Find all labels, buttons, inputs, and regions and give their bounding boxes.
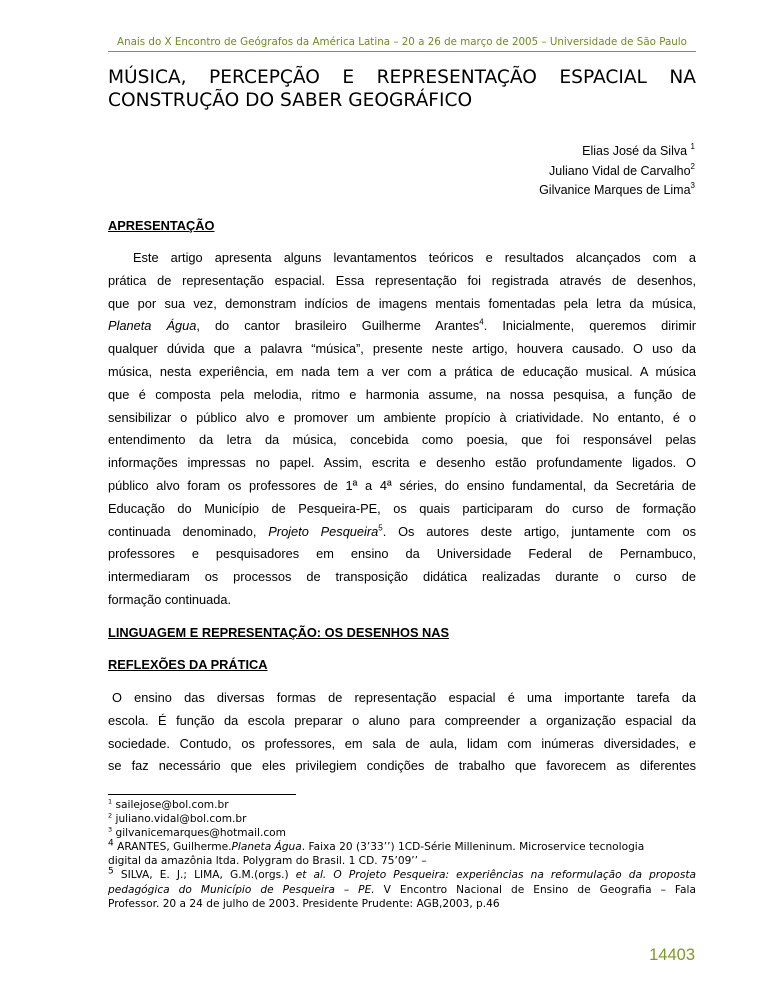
footnote-number: 3 <box>108 825 113 834</box>
song-title: Planeta Água <box>108 318 197 334</box>
text-line: entendimento da letra da música, concebida como poesia, que foi responsável pelas <box>108 432 696 448</box>
text-line: sociedade. Contudo, os professores, em sala de aula, lidam com inúmeras diversidades, e <box>108 735 696 751</box>
text-run: , do cantor brasileiro Guilherme Arantes <box>196 318 480 334</box>
footnote-number: 4 <box>108 838 114 849</box>
footnote-italic: et al. O Projeto Pesqueira: experiências na reformulação da proposta <box>295 869 697 882</box>
footnote-marker: 5 <box>378 523 383 533</box>
footnote-text: sailejose@bol.com.br <box>115 799 229 811</box>
footnote-4 <box>108 840 696 854</box>
footnote-marker: 2 <box>690 161 695 171</box>
title-line-2: CONSTRUÇÃO DO SABER GEOGRÁFICO <box>108 90 473 111</box>
text-line: intermediaram os processos de transposição didática realizadas durante o curso de <box>108 569 696 585</box>
text-run: continuada denominado, <box>108 523 269 539</box>
footnote-5 <box>108 868 696 882</box>
footnote-3 <box>108 826 696 840</box>
section-heading-linguagem: LINGUAGEM E REPRESENTAÇÃO: OS DESENHOS NAS <box>108 625 450 640</box>
text-run: . Os autores deste artigo, juntamente com os <box>382 523 696 539</box>
section-heading-apresentacao: APRESENTAÇÃO <box>108 218 215 233</box>
paper-title <box>108 66 696 112</box>
author-2 <box>539 160 695 180</box>
footnote-text: juliano.vidal@bol.com.br <box>115 813 247 826</box>
text-line: Este artigo apresenta alguns levantamentos teóricos e resultados alcançados com a <box>133 250 696 265</box>
text-line: O ensino das diversas formas de representação espacial é uma importante tarefa da <box>112 690 696 705</box>
page-number: 14403 <box>649 946 695 964</box>
footnote-2 <box>108 812 696 826</box>
text-line: escola. É função da escola preparar o aluno para compreender a organização espacial da <box>108 712 696 728</box>
footnote-1 <box>108 798 696 812</box>
footnote-text: SILVA, E. J.; LIMA, G.M.(orgs.) <box>120 869 296 882</box>
footnotes <box>108 798 696 911</box>
footnote-marker: 1 <box>690 142 695 151</box>
running-header: Anais do X Encontro de Geógrafos da América Latina – 20 a 26 de março de 2005 – Universidade de São Paulo <box>117 36 687 48</box>
footnote-italic: pedagógica do Município de Pesqueira – PE. <box>108 883 375 896</box>
footnote-separator <box>108 794 296 795</box>
footnote-number: 2 <box>108 811 113 820</box>
text-line: que por sua vez, demonstram indícios de imagens mentais fomentadas pela letra da música, <box>108 295 696 311</box>
title-line-1: MÚSICA, PERCEPÇÃO E REPRESENTAÇÃO ESPACIAL NA <box>108 67 696 88</box>
footnote-italic: Planeta Água <box>231 841 302 854</box>
footnote-number: 5 <box>108 866 114 877</box>
author-1 <box>539 140 695 160</box>
author-list <box>539 140 695 199</box>
paragraph-linguagem <box>108 687 696 778</box>
text-line: prática de representação espacial. Essa representação foi registrada através de desenhos, <box>108 272 696 288</box>
footnote-number: 1 <box>108 797 113 806</box>
footnote-4-cont: digital da amazônia ltda. Polygram do Brasil. 1 CD. 75’09’’ – <box>108 855 427 868</box>
section-heading-linguagem-cont: REFLEXÕES DA PRÁTICA <box>108 657 268 672</box>
footnote-text: ARANTES, Guilherme. <box>117 841 232 854</box>
text-line: música, nesta experiência, em nada tem a ver com a prática de educação musical. A música <box>108 363 696 379</box>
text-line: professores e pesquisadores em ensino da Universidade Federal de Pernambuco, <box>108 546 696 562</box>
text-line: informações impressas no papel. Assim, escrita e desenho estão profundamente ligados. O <box>108 455 696 471</box>
text-line: qualquer dúvida que a palavra “música”, presente neste artigo, houvera causado. O uso da <box>108 341 696 357</box>
footnote-text: gilvanicemarques@hotmail.com <box>115 827 286 840</box>
project-title: Projeto Pesqueira <box>268 523 379 539</box>
text-line: se faz necessário que eles privilegiem condições de trabalho que favorecem as diferentes <box>108 758 696 774</box>
text-line: que é composta pela melodia, ritmo e harmonia assume, na nossa pesquisa, a função de <box>108 386 696 402</box>
author-3 <box>539 179 695 199</box>
footnote-text: V Encontro Nacional de Ensino de Geografia – Fala <box>374 883 696 896</box>
author-name: Juliano Vidal de Carvalho <box>549 163 691 178</box>
text-line <box>108 315 696 338</box>
text-line: Educação do Município de Pesqueira-PE, os quais participaram do curso de formação <box>108 500 696 516</box>
footnote-text: . Faixa 20 (3’33’’) 1CD-Série Milleninum. Microservice tecnologia <box>301 841 645 854</box>
author-name: Gilvanice Marques de Lima <box>539 183 691 198</box>
author-name: Elias José da Silva <box>582 144 688 159</box>
paragraph-apresentacao <box>108 247 696 612</box>
text-line <box>108 521 696 544</box>
text-line: sensibilizar o público alvo e promover um ambiente propício à criatividade. No entanto, é o <box>108 409 696 425</box>
text-line: formação continuada. <box>108 591 232 607</box>
text-line: público alvo foram os professores de 1ª a 4ª séries, do ensino fundamental, da Secretária de <box>108 477 696 493</box>
header-rule <box>108 51 696 52</box>
footnote-marker: 3 <box>690 181 695 191</box>
footnote-5-cont <box>108 883 696 897</box>
footnote-5-cont-2: Professor. 20 a 24 de julho de 2003. Presidente Prudente: AGB,2003, p.46 <box>108 897 500 910</box>
footnote-marker: 4 <box>479 318 484 328</box>
text-run: . Inicialmente, queremos dirimir <box>483 318 696 334</box>
